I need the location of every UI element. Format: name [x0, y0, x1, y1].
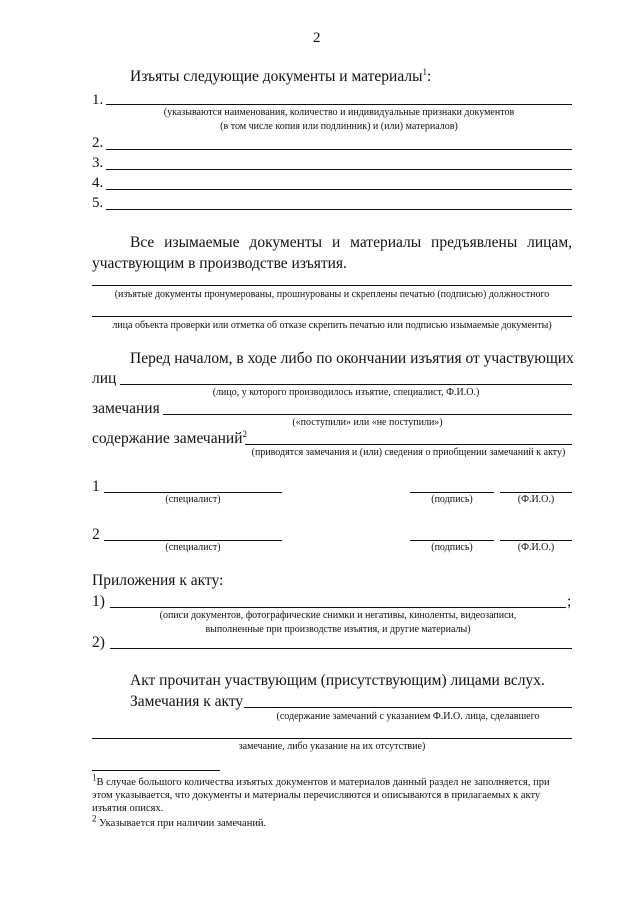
footnote-2: [92, 813, 267, 830]
presented-line-2: участвующим в производстве изъятия.: [92, 255, 347, 272]
seized-caption-1: (указываются наименования, количество и индивидуальные признаки документов: [163, 107, 515, 118]
footnote-ref-1: 1: [422, 66, 428, 77]
act-remarks-caption-1: (содержание замечаний с указанием Ф.И.О. лица, сделавшего: [276, 711, 540, 722]
signature-1-role-field[interactable]: [104, 492, 282, 493]
signature-2-role-caption: (специалист): [165, 542, 221, 553]
seized-item-4-number: 4.: [92, 175, 104, 191]
seized-item-5-number: 5.: [92, 195, 104, 211]
attachment-1-end: ;: [567, 593, 572, 610]
persons-field[interactable]: [120, 384, 572, 385]
signature-2-role-field[interactable]: [104, 540, 282, 541]
seized-item-2-field[interactable]: [106, 149, 572, 150]
presented-caption-2: лица объекта проверки или отметка об отказе скрепить печатью или подписью изымаемые документы): [112, 320, 552, 331]
seized-heading-colon: :: [427, 68, 432, 85]
seized-item-5-field[interactable]: [106, 209, 572, 210]
footnote-1-line-1: [92, 772, 550, 789]
seized-heading-text: Изъяты следующие документы и материалы: [130, 68, 423, 85]
presented-field-2[interactable]: [92, 316, 572, 317]
content-label: [92, 430, 247, 448]
remarks-field[interactable]: [163, 414, 572, 415]
attachments-caption-2: выполненные при производстве изъятия, и другие материалы): [205, 624, 471, 635]
act-remarks-label: Замечания к акту: [130, 693, 244, 710]
page-number: 2: [313, 30, 321, 46]
signature-2-name-field[interactable]: [500, 540, 572, 541]
attachment-2-number: 2): [92, 634, 105, 651]
read-line-1: Акт прочитан участвующим (присутствующим) лицами вслух.: [130, 672, 545, 689]
remarks-label: замечания: [92, 400, 160, 417]
footnote-separator: [92, 770, 220, 771]
signature-2-name-caption: (Ф.И.О.): [517, 542, 555, 553]
seized-item-2-number: 2.: [92, 135, 104, 151]
attachments-heading: Приложения к акту:: [92, 572, 224, 589]
footnote-2-mark: 2: [92, 813, 97, 824]
seized-caption-2: (в том числе копия или подлинник) и (или) материалов): [220, 121, 458, 132]
attachment-1-number: 1): [92, 593, 105, 610]
seized-item-3-number: 3.: [92, 155, 104, 171]
signature-1-number: 1: [92, 478, 100, 495]
attachments-caption-1: (описи документов, фотографические снимки и негативы, киноленты, видеозаписи,: [159, 610, 517, 621]
footnote-1-mark: 1: [92, 772, 97, 783]
seized-item-1-field[interactable]: [106, 104, 572, 105]
signature-1-sign-field[interactable]: [410, 492, 494, 493]
remarks-caption: («поступили» или «не поступили»): [292, 417, 443, 428]
footnote-2-text: Указывается при наличии замечаний.: [99, 818, 267, 829]
signature-2-sign-field[interactable]: [410, 540, 494, 541]
seized-item-1-number: 1.: [92, 92, 104, 108]
footnote-1-line-3: изъятия описях.: [92, 803, 164, 814]
footnote-1-text-1: В случае большого количества изъятых документов и материалов данный раздел не заполняется, при: [96, 777, 550, 788]
presented-line-1: Все изымаемые документы и материалы предъявлены лицам,: [130, 234, 572, 251]
persons-caption: (лицо, у которого производилось изъятие, специалист, Ф.И.О.): [212, 387, 480, 398]
signature-1-name-caption: (Ф.И.О.): [517, 494, 555, 505]
signature-1-sign-caption: (подпись): [431, 494, 473, 505]
footnote-ref-2: 2: [242, 428, 247, 439]
presented-field-1[interactable]: [92, 285, 572, 286]
persons-label: лиц: [92, 370, 117, 387]
attachment-2-field[interactable]: [110, 648, 572, 649]
seized-item-3-field[interactable]: [106, 169, 572, 170]
act-remarks-caption-2: замечание, либо указание на их отсутствие): [238, 741, 426, 752]
content-field[interactable]: [245, 444, 572, 445]
signature-1-role-caption: (специалист): [165, 494, 221, 505]
seized-item-4-field[interactable]: [106, 189, 572, 190]
signature-1-name-field[interactable]: [500, 492, 572, 493]
act-remarks-field-2[interactable]: [92, 738, 572, 739]
act-remarks-field-1[interactable]: [244, 707, 572, 708]
content-label-text: содержание замечаний: [92, 430, 243, 447]
signature-2-sign-caption: (подпись): [431, 542, 473, 553]
content-caption: (приводятся замечания и (или) сведения о приобщении замечаний к акту): [251, 447, 566, 458]
presented-caption-1: (изъятые документы пронумерованы, прошнурованы и скреплены печатью (подписью) должностного: [114, 289, 550, 300]
signature-2-number: 2: [92, 526, 100, 543]
remarks-line-1: Перед началом, в ходе либо по окончании изъятия от участвующих: [130, 350, 574, 367]
attachment-1-field[interactable]: [110, 607, 566, 608]
footnote-1-line-2: этом указывается, что документы и материалы перечисляются и описываются в прилагаемых к акту: [92, 790, 541, 801]
seized-heading: [130, 68, 431, 86]
